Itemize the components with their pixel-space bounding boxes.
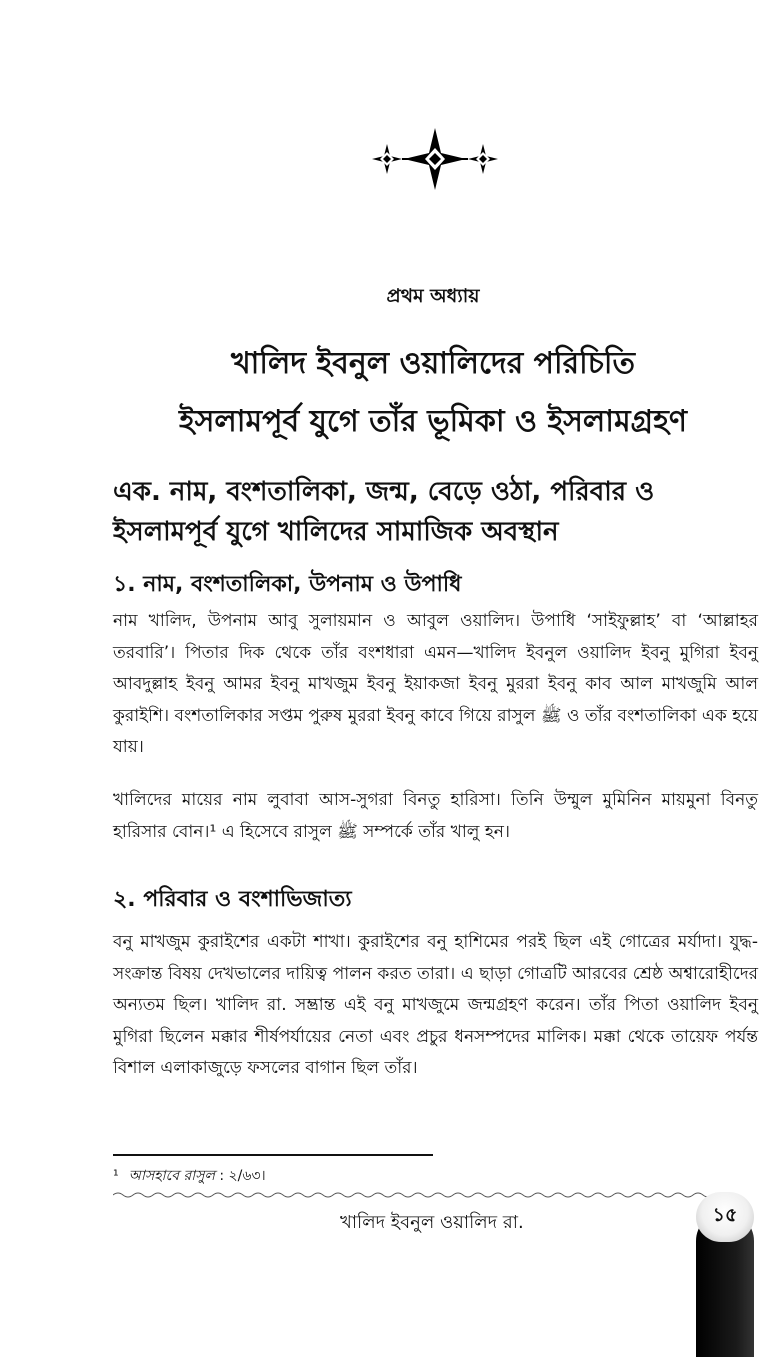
chapter-title [0,335,783,451]
wavy-divider [113,1191,723,1199]
footnote-mark: ¹ [113,1168,119,1184]
paragraph-name-lineage: নাম খালিদ, উপনাম আবু সুলায়মান ও আবুল ওয়ালিদ। উপাধি ‘সাইফুল্লাহ’ বা ‘আল্লাহর তরবারি’। পিতার দিক থেকে তাঁর বংশধারা এমন—খালিদ ইবনুল ওয়ালিদ ইবনু মুগিরা ইবনু আবদুল্লাহ ইবনু আমর ইবনু মাখজুম ইবনু ইয়াকজা ইবনু মুররা ইবনু কাব আল মাখজুমি আল কুরাইশি। বংশতালিকার সপ্তম পুরুষ মুররা ইবনু কাবে গিয়ে রাসুল ﷺ ও তাঁর বংশতালিকা এক হয়ে যায়। [113,611,758,757]
paragraph-family: বনু মাখজুম কুরাইশের একটা শাখা। কুরাইশের বনু হাশিমের পরই ছিল এই গোত্রের মর্যাদা। যুদ্ধ-সংক্রান্ত বিষয় দেখভালের দায়িত্ব পালন করত তারা। এ ছাড়া গোত্রটি আরবের শ্রেষ্ঠ অশ্বারোহীদের অন্যতম ছিল। খালিদ রা. সম্ভ্রান্ত এই বনু মাখজুমে জন্মগ্রহণ করেন। তাঁর পিতা ওয়ালিদ ইবনু মুগিরা ছিলেন মক্কার শীর্ষপর্যায়ের নেতা এবং প্রচুর ধনসম্পদের মালিক। মক্কা থেকে তায়েফ পর্যন্ত বিশাল এলাকাজুড়ে ফসলের বাগান ছিল তাঁর। [113,932,758,1078]
chapter-title-line-1: খালিদ ইবনুল ওয়ালিদের পরিচিতি [230,346,635,381]
paragraph-mother: খালিদের মায়ের নাম লুবাবা আস-সুগরা বিনতু হারিসা। তিনি উম্মুল মুমিনিন মায়মুনা বিনতু হারিসার বোন।¹ এ হিসেবে রাসুল ﷺ সম্পর্কে তাঁর খালু হন। [113,790,758,842]
running-title: খালিদ ইবনুল ওয়ালিদ রা. [340,1212,524,1233]
footnote-reference: : ২/৬৩। [214,1168,266,1184]
footnote-source: আসহাবে রাসুল [128,1168,215,1184]
chapter-label: প্রথম অধ্যায় [386,285,480,307]
section-title: এক. নাম, বংশতালিকা, জন্ম, বেড়ে ওঠা, পরিবার ও ইসলামপূর্ব যুগে খালিদের সামাজিক অবস্থান [113,477,655,547]
page-number: ১৫ [696,1192,754,1242]
footnote-divider [113,1154,433,1156]
chapter-title-line-2: ইসলামপূর্ব যুগে তাঁর ভূমিকা ও ইসলামগ্রহণ [179,404,687,439]
ornament-divider-icon [368,126,502,192]
subsection-title-family: ২. পরিবার ও বংশাভিজাত্য [113,887,352,912]
footnote [113,1164,266,1188]
subsection-title-name-lineage: ১. নাম, বংশতালিকা, উপনাম ও উপাধি [113,572,462,597]
